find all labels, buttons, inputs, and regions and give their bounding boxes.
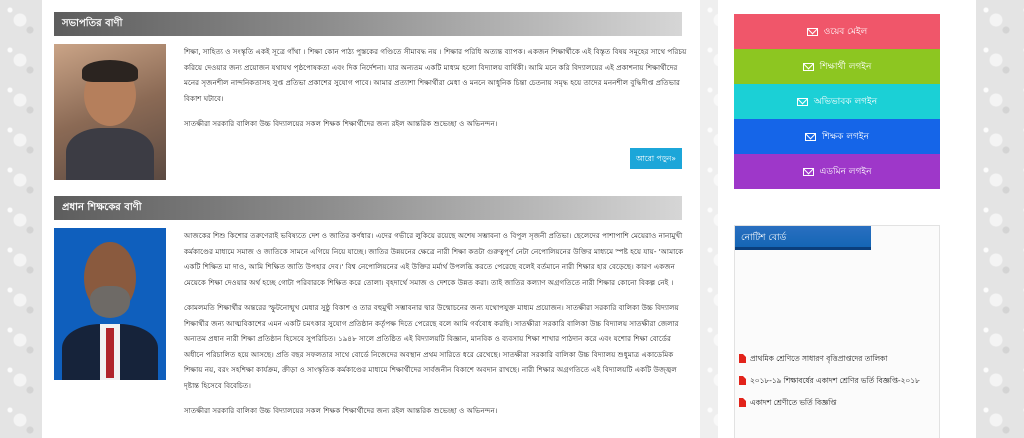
notice-text: একাদশ শ্রেণীতে ভর্তি বিজ্ঞপ্তি xyxy=(750,398,837,407)
pdf-icon xyxy=(739,398,746,407)
mail-icon xyxy=(807,28,818,36)
headmaster-photo xyxy=(54,228,166,380)
headmaster-beard xyxy=(90,286,130,318)
pdf-icon xyxy=(739,354,746,363)
chairman-body xyxy=(54,36,688,180)
admin-login-label: এডমিন লগইন xyxy=(819,167,872,177)
mail-icon xyxy=(803,63,814,71)
mail-icon xyxy=(803,168,814,176)
teacher-login-label: শিক্ষক লগইন xyxy=(821,132,869,142)
headmaster-tie xyxy=(106,328,114,378)
chairman-text xyxy=(166,44,688,180)
headmaster-paragraph-3: সাতক্ষীরা সরকারি বালিকা উচ্চ বিদ্যালয়ের সকল শিক্ষক শিক্ষার্থীদের জন্য রইল আন্তরিক শুভেচ্ছা ও অভিনন্দন। xyxy=(184,406,498,415)
headmaster-paragraph-1: আজকের শিশু কিশোর তরুণেরাই ভবিষ্যতে দেশ ও জাতির কর্ণধার। এদের গভীরে লুকিয়ে রয়েছে অশেষ সম্ভাবনা ও বিপুল সৃজনী প্রতিভা। ছেলেদের পাশাপাশি মেয়েরাও নানামুখী কর্মকাণ্ডের মাধ্যমে সমাজ ও জাতিকে সামনে এগিয়ে নিয়ে যাচ্ছে। জাতির উন্নয়নের ক্ষেত্রে নারী শিক্ষা কতটা গুরুত্বপূর্ণ নেটা নেপোলিয়নের উক্তির মাধ্যমে স্পষ্ট হয়ে যায়- 'আমাকে একটি শিক্ষিত মা দাও, আমি শিক্ষিত জাতি উপহার দেব।' বিশ্ব নেপোলিয়নের এই উক্তির মর্মার্থ উপলব্ধি করতে পেরেছে বলেই বর্তমানে নারী শিক্ষার হার বেড়েছে। কারণ একজন মেয়েকে শিক্ষা দেওয়ার অর্থ হচ্ছে গোটা পরিবারকে শিক্ষিত করে তোলা। বৃহদার্থে সমাজ ও দেশকে উন্নত করা। তাই জাতির কল্যাণ অগ্রগতিতে নারী শিক্ষার কোনো বিকল্প নেই । xyxy=(184,231,684,287)
pdf-icon xyxy=(739,376,746,385)
notice-item[interactable] xyxy=(739,348,935,370)
student-login-label: শিক্ষার্থী লগইন xyxy=(819,62,872,72)
chairman-shirt xyxy=(66,128,154,180)
student-login-button[interactable] xyxy=(734,49,940,84)
web-mail-button[interactable] xyxy=(734,14,940,49)
chairman-paragraph-2: সাতক্ষীরা সরকারি বালিকা উচ্চ বিদ্যালয়ের সকল শিক্ষক শিক্ষার্থীদের জন্য রইল আন্তরিক শুভেচ্ছা ও অভিনন্দন। xyxy=(184,119,498,128)
guardian-login-button[interactable] xyxy=(734,84,940,119)
headmaster-text xyxy=(166,228,688,429)
background-pattern-middle xyxy=(700,0,718,438)
chairman-paragraph-1: শিক্ষা, সাহিত্য ও সংস্কৃতি একই সূত্রে গাঁথা । শিক্ষা কোন পাঠ্য পুস্তকের গণ্ডিতে সীমাবদ্ধ নয় । শিক্ষার পরিধি অত্যন্ত ব্যাপক। একজন শিক্ষার্থীকে এই বিস্তৃত বিষয় সমূহের সাথে পরিচয় করিয়ে দেওয়ার জন্য প্রয়োজন যথাযথ পৃষ্ঠপোষকতা এবং দিক নির্দেশনা। যার অন্যতম একটি মাধ্যম হলো বিদ্যালয় বার্ষিকী। আমি মনে করি বিদ্যালয়ের এই প্রকাশনায় শিক্ষার্থীদের মনের সৃজনশীল নান্দনিকতাসহ সুপ্ত প্রতিভা প্রকাশের সুযোগ পাবে। আমার প্রত্যাশা শিক্ষার্থীরা মেধা ও মননে আধুনিক চিন্তা চেতনায় সমৃদ্ধ হয়ে তাদের মননশীল বুদ্ধিদীপ্ত প্রতিভার বিকাশ ঘটাবে। xyxy=(184,47,687,103)
chairman-hair xyxy=(82,60,138,82)
chairman-heading: সভাপতির বাণী xyxy=(54,12,682,36)
headmaster-paragraph-2: কোমলমতি শিক্ষার্থীর অন্তরের স্ফুটনোন্মুখ মেধার সুষ্ঠু বিকাশ ও তার বহুমুখী সম্ভাবনার দ্বার উন্মোচনের জন্য যথোপযুক্ত মাধ্যম প্রয়োজন। সাতক্ষীরা সরকারি বালিকা উচ্চ বিদ্যালয় শিক্ষার্থীর জন্য আত্মবিকাশের এমন একটি চমৎকার সুযোগ প্রতিষ্ঠান কর্তৃপক্ষ দিতে পেরেছে বলে আমি গর্ববোধ করছি। সাতক্ষীরা সরকারি বালিকা উচ্চ বিদ্যালয় সাতক্ষীরা জেলার অন্যতম প্রধান নারী শিক্ষা প্রতিষ্ঠান হিসেবে সুপরিচিত। ১৯৪৮ সালে প্রতিষ্ঠিত এই বিদ্যালয়টি বিজ্ঞান, মানবিক ও ব্যবসায় শিক্ষা শাখার পাঠদান করে এবং যশোর শিক্ষা বোর্ডের অধীনে পরিচালিত হয়ে আসছে। প্রতি বছর সফলতার সাথে বোর্ডে নিজেদের অবস্থান প্রথম সারিতে ধরে রেখেছে। সাতক্ষীরা সরকারি বালিকা উচ্চ বিদ্যালয় শুধুমাত্র একাডেমিক শিক্ষায় নয়, বরং সহশিক্ষা কার্যক্রম, ক্রীড়া ও সাংস্কৃতিক কর্মকাণ্ডের মাধ্যমে শিক্ষার্থীদের সার্বজনীন বিকাশে অবদান রাখছে। নারী শিক্ষার অগ্রগতিতে এই বিদ্যালয়টি একটি উজ্জ্বল দৃষ্টান্ত হিসেবে বিবেচিত। xyxy=(184,303,679,390)
read-more-button[interactable]: আরো পড়ুন» xyxy=(630,148,682,170)
notice-board xyxy=(734,225,940,438)
main-content xyxy=(42,0,700,438)
background-pattern-left xyxy=(0,0,42,438)
guardian-login-label: অভিভাবক লগইন xyxy=(813,97,878,107)
chairman-photo xyxy=(54,44,166,180)
notice-text: প্রাথমিক শ্রেণিতে সাধারণ বৃত্তিপ্রাপ্তদের তালিকা xyxy=(750,354,888,363)
sidebar xyxy=(718,0,976,438)
admin-login-button[interactable] xyxy=(734,154,940,189)
notice-item[interactable] xyxy=(739,370,935,392)
notice-text: ২০১৮-১৯ শিক্ষাবর্ষের একাদশ শ্রেণির ভর্তি বিজ্ঞপ্তি-২০১৮ xyxy=(750,376,920,385)
notice-list xyxy=(735,348,939,414)
notice-board-title: নোটিশ বোর্ড xyxy=(735,226,871,250)
teacher-login-button[interactable] xyxy=(734,119,940,154)
headmaster-heading: প্রধান শিক্ষকের বাণী xyxy=(54,196,682,220)
headmaster-body xyxy=(54,220,688,429)
web-mail-label: ওয়েব মেইল xyxy=(823,27,868,37)
mail-icon xyxy=(805,133,816,141)
notice-item[interactable] xyxy=(739,392,935,414)
mail-icon xyxy=(797,98,808,106)
background-pattern-right xyxy=(976,0,1024,438)
chairman-message-section xyxy=(54,12,688,180)
headmaster-message-section xyxy=(54,196,688,429)
